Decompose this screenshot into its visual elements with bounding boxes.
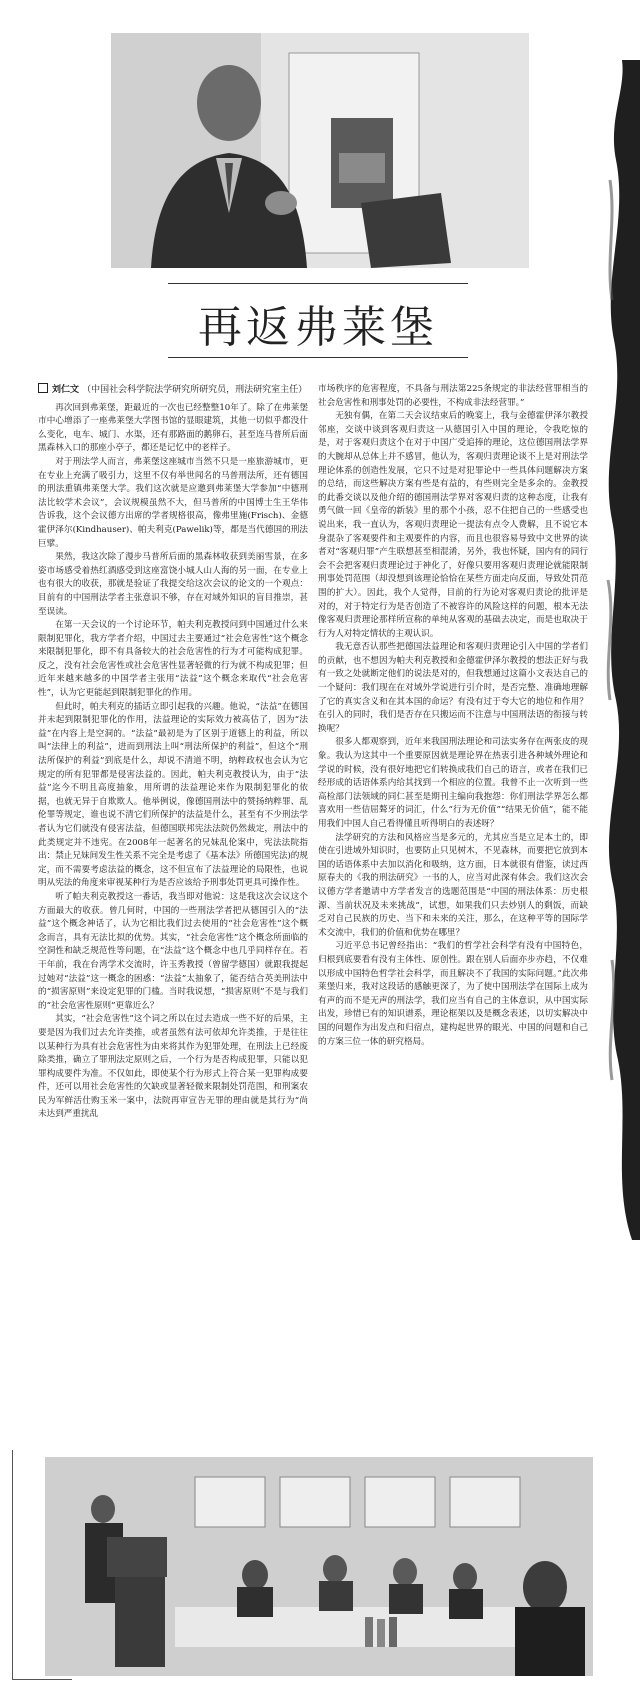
paragraph: 对于刑法学人而言，弗莱堡这座城市当然不只是一座旅游城市，更在专业上充满了吸引力，这里不仅有举世闻名的马普刑法所，还有德国的刑法重镇弗莱堡大学。我们这次就是应邀到弗莱堡大学参加“中德刑法比较学术会议”，会议规模虽然不大，但马普所的中国博士生王华伟告诉我，这个会议德方出席的学者规格很高，像弗里施(Frisch)、金德霍伊泽尔(Kindhauser)、帕夫利克(Pawelik)等，都是当代德国的刑法巨擘。 [38,456,308,549]
paragraph: 其实，“社会危害性”这个词之所以在过去造成一些不好的后果，主要是因为我们过去允许类推，或者虽然有法可依却允许类推，于是往往以某种行为具有社会危害性为由来将其作为犯罪处理，在刑法上已经废除类推，确立了罪刑法定原则之后，一个行为是否构成犯罪，只能以犯罪构成要件为准。不仅如此，即使某个行为形式上符合某一犯罪构成要件，还可以用社会危害性的欠缺或显著轻微来限制处罚范围，和刑案农民为军鲜活仕购玉米一案中，法院再审宣告无罪的理由就是其行为“尚未达到严重扰乱 [38,1014,308,1120]
title-rule-top [168,283,468,284]
paragraph: 我无意否认那些把德国法益理论和客观归责理论引入中国的学者们的贡献，也不想因为帕夫利克教授和金德霍伊泽尔教授的想法正好与我有一致之处就断定他们的说法是对的，但我想通过这篇小文表达自己的一个疑问：我们现在在对域外学说进行引介时，是否完整、准确地理解了它的真实含义和在其本国的命运？有没有过于夸大它的地位和作用？在引入的同时，我们是否存在只搬运而不注意与中国刑法语的衔接与转换呢？ [318,642,588,734]
ink-brush-decoration [582,60,640,1240]
author-affiliation: （中国社会科学院法学研究所研究员，刑法研究室主任） [82,385,308,395]
paragraph: 市场秩序的危害程度，不具备与刑法第225条规定的非法经营罪相当的社会危害性和刑事处罚的必要性，不构成非法经营罪。” [318,384,588,408]
square-bullet-icon [38,383,48,393]
title-rule-bottom [168,357,468,358]
paragraph: 习近平总书记曾经指出：“我们的哲学社会科学有没有中国特色，归根到底要看有没有主体性、原创性。跟在别人后面亦步亦趋，不仅难以形成中国特色哲学社会科学，而且解决不了我国的实际问题。”此次弗莱堡归来，我对这段话的感触更深了，为了使中国刑法学在国际上成为有声的而不是无声的刑法学，我们应当有自己的主体意识，从中国实际出发，珍惜已有的知识谱系，理论框架以及是概念表述，以切实解决中国的问题作为出发点和归宿点，建构起世界的眼光、中国的问题和自己的方案三位一体的研究格局。 [318,941,588,1047]
paragraph: 再次回到弗莱堡，距最近的一次也已经整整10年了。除了在弗莱堡市中心增添了一座弗莱堡大学图书馆的显眼建筑，其他一切似乎都没什么变化，电车、城门、水渠，还有那路面的鹅卵石，甚至连马普所后面黑森林入口的那座小亭子，都还是记忆中的老样子。 [38,402,308,454]
author-name: 刘仁文 [52,385,80,395]
byline [38,383,308,398]
paragraph: 听了帕夫利克教授这一番话，我当即对他说：这是我这次会议这个方面最大的收获。曾几何时，中国的一些刑法学者把从德国引入的“法益”这个概念神话了，认为它相比我们过去使用的“社会危害性”这个概念而言，具有无法比拟的优势。其实，“社会危害性”这个概念所面临的空洞性和缺乏规范性等问题，在“法益”这个概念中也几乎同样存在。若干年前，我在台湾学术交流时，许玉秀教授（曾留学德国）就跟我提起过她对“法益”这一概念的困惑：“法益”太抽象了，能否结合英美刑法中的“损害原则”来设定犯罪的门槛。当时我说想，“损害原则”不是与我们的“社会危害性原则”更靠近么？ [38,891,308,1011]
corner-bracket-left [12,1450,25,1680]
paragraph: 但此时，帕夫利克的插话立即引起我的兴趣。他说，“法益”在德国并未起到限制犯罪化的作用，法益理论的实际效力被高估了，因为“法益”在内容上是空洞的。“法益”最初是为了区别于道德上的利益，所以叫“法律上的利益”，进而到刑法上叫“刑法所保护的利益”，但这个“刑法所保护的利益”到底是什么，却说不清道不明，纳粹政权也会认为它规定的所有犯罪都是侵害法益的。因此，帕夫利克教授认为，由于“法益”迄今不明且高度抽象，用所谓的法益理论来作为限制犯罪化的依据，也就无异于自欺欺人。他举例说，像德国刑法中的赞扬纳粹罪、乱伦罪等规定，谁也说不清它们所保护的法益是什么，甚至有不少刑法学者认为它们就没有侵害法益，但德国联邦宪法法院仍然裁定，刑法中的此类规定并不违宪。在2008年一起著名的兄妹乱伦案中，宪法法院指出：禁止兄妹间发生性关系不完全是考虑了《基本法》所德国宪法)的规定，而不需要考虑法益的概念，这不但宣布了法益理论的局限性，也说明从宪法的角度来审视某种行为是否应该给予刑事处罚更具可操作性。 [38,701,308,889]
text-column-left [38,383,308,1448]
paragraph: 法学研究的方法和风格应当是多元的，尤其应当是立足本土的，即使在引进域外知识时，也要防止只见树木，不见森林，而要把它放到本国的话语体系中去加以消化和吸纳，这方面，日本就很有借鉴，读过西原春夫的《我的刑法研究》一书的人，应当对此深有体会。我们这次会议德方学者邀请中方学者发言的选题范围是“中国的刑法体系：历史根源、当前状况及未来挑战”，试想，如果我们只去炒别人的剩饭，而缺乏对自己民族的历史、当下和未来的关注，那么，在这种平等的国际学术交流中，我们的价值和优势在哪里？ [318,832,588,938]
corner-bracket-bottom [12,1679,72,1680]
text-column-right [318,383,588,1448]
paragraph: 很多人都观察到，近年来我国刑法理论和司法实务存在两张皮的现象。我认为这其中一个重要原因就是理论界在热衷引进各种域外理论和学说的时候，没有很好地把它们转换成我们自己的语言，或者在我们已经形成的话语体系内给其找到一个相应的位置。我曾不止一次听到一些高检部门法领域的同仁甚至是期刊主编向我抱怨：你们刑法学界怎么都喜欢用一些佶屈聱牙的词汇，什么“行为无价值”“结果无价值”，能不能用我们中国人自己看得懂且听得明白的表述呀？ [318,737,588,829]
top-photo-speaker [111,33,529,268]
article-title: 再返弗莱堡 [198,302,438,353]
paragraph: 果然，我这次除了漫步马普所后面的黑森林收获到美丽雪景，在多姿市场感受着热红酒感受到这座富饶小城人山人海的另一面，在专业上也有很大的收获，那就是验证了我提交给这次会议的论文的一个观点：目前有的中国刑法学者主张意识不够，存在对域外知识的盲目推崇，甚至误读。 [38,552,308,617]
paragraph: 无独有偶，在第二天会议结束后的晚宴上，我与金德霍伊泽尔教授邻座，交谈中谈到客观归责这一从德国引入中国的理论，令我吃惊的是，对于客观归责这个在对于中国广受追捧的理论，这位德国刑法学界的大腕却从总体上并不感冒，他认为，客观归责理论谈不上是对刑法学理论体系的创造性发展，它只不过是对犯罪论中一些具体问题解决方案的总结，而这些解决方案有些是有益的，有些则完全是多余的。金教授的此番交谈以及他介绍的德国刑法学界对客观归责的这种态度，让我有勇气做一回《皇帝的新装》里的那个小孩，忍不住把自己的一些感受也说出来，我一直认为，客观归责理论一提法有点令人费解，且不说它本身混杂了客观要件和主观要件的内容，而且也很容易导致中文世界的读者对“客观归罪”产生联想甚至相混淆，另外，我也怀疑，国内有的同行会不会把客观归责理论过于神化了，好像只要用客观归责理论就能限制刑事处罚范围（却没想到该理论恰恰在某些方面走向反面，导致处罚范围的扩大）。因此，我个人觉得，目前的行为论对客观归责论的批评是对的，对于特定行为是否创造了不被容许的风险这样的问题，根本无法像客观归责理论那样所宣称的单纯从客观的基础去决定，而是也取决于行为人对特定情状的主观认识。 [318,411,588,639]
article-title-block [168,283,468,363]
paragraph: 在第一天会议的一个讨论环节，帕夫利克教授问到中国通过什么来限制犯罪化，我方学者介绍，中国过去主要通过“社会危害性”这个概念来限制犯罪化，即不有具备较大的社会危害性的行为才可能构成犯罪。反之，没有社会危害性或社会危害性显著轻微的行为就不构成犯罪；但近年来越来越多的中国学者主张用“法益”这个概念来取代“社会危害性”，认为它更能起到限制犯罪化的作用。 [38,620,308,699]
bottom-photo-conference [45,1457,593,1676]
